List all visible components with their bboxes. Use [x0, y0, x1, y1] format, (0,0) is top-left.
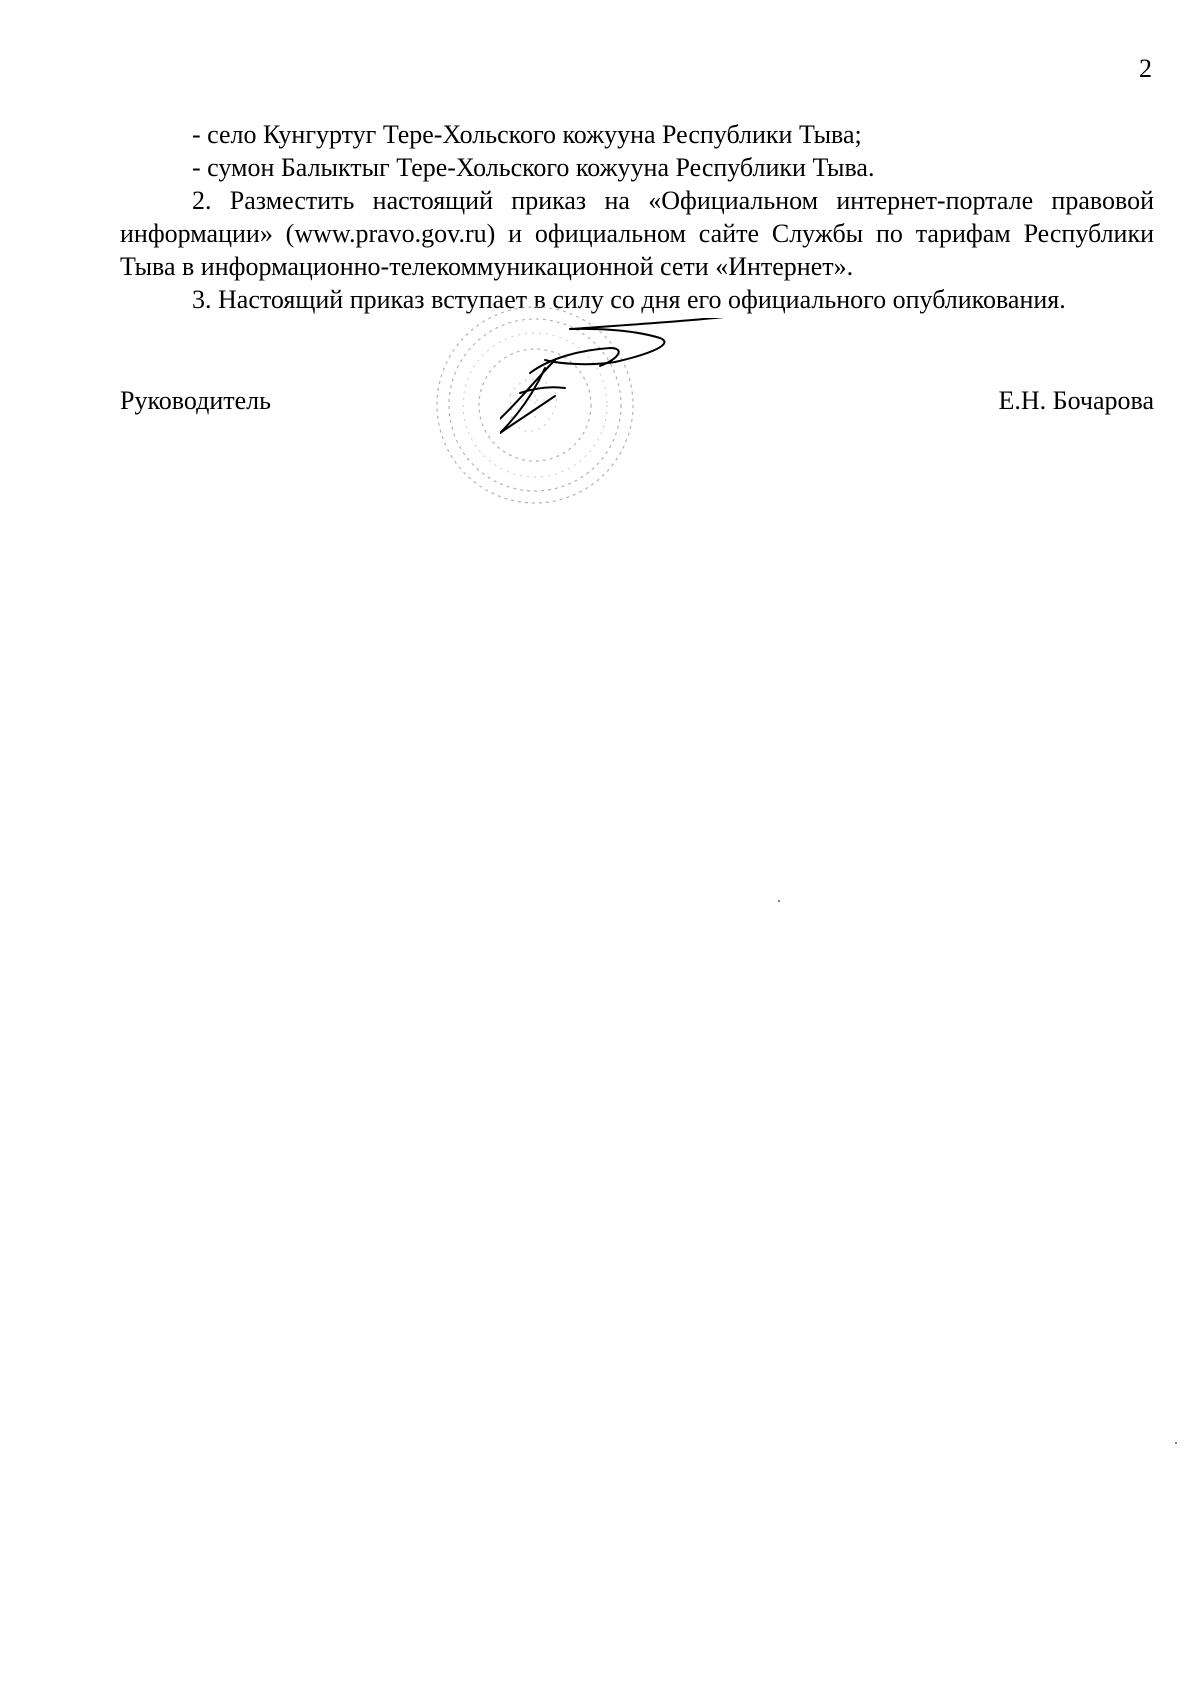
signer-name: Е.Н. Бочарова	[998, 386, 1154, 415]
scan-artifact	[1175, 1442, 1177, 1444]
paragraph-publication: 2. Разместить настоящий приказ на «Официальном интернет-портале правовой информации» (www.pravo.gov.ru) и официальном сайте Службы по тарифам Республики Тыва в информационно-телекоммуникационной сети «Интернет».	[120, 186, 1154, 281]
scan-artifact	[778, 900, 780, 902]
signer-title: Руководитель	[120, 386, 271, 415]
list-item-kungurtug: - село Кунгуртуг Тере-Хольского кожууна Республики Тыва;	[192, 120, 862, 149]
paragraph-effective-date: 3. Настоящий приказ вступает в силу со дня его официального опубликования.	[192, 285, 1066, 314]
handwritten-signature-icon	[500, 318, 840, 468]
document-body	[120, 118, 1154, 316]
page-number: 2	[1139, 54, 1152, 83]
list-item-balyktyg: - сумон Балыктыг Тере-Хольского кожууна Республики Тыва.	[192, 153, 875, 182]
